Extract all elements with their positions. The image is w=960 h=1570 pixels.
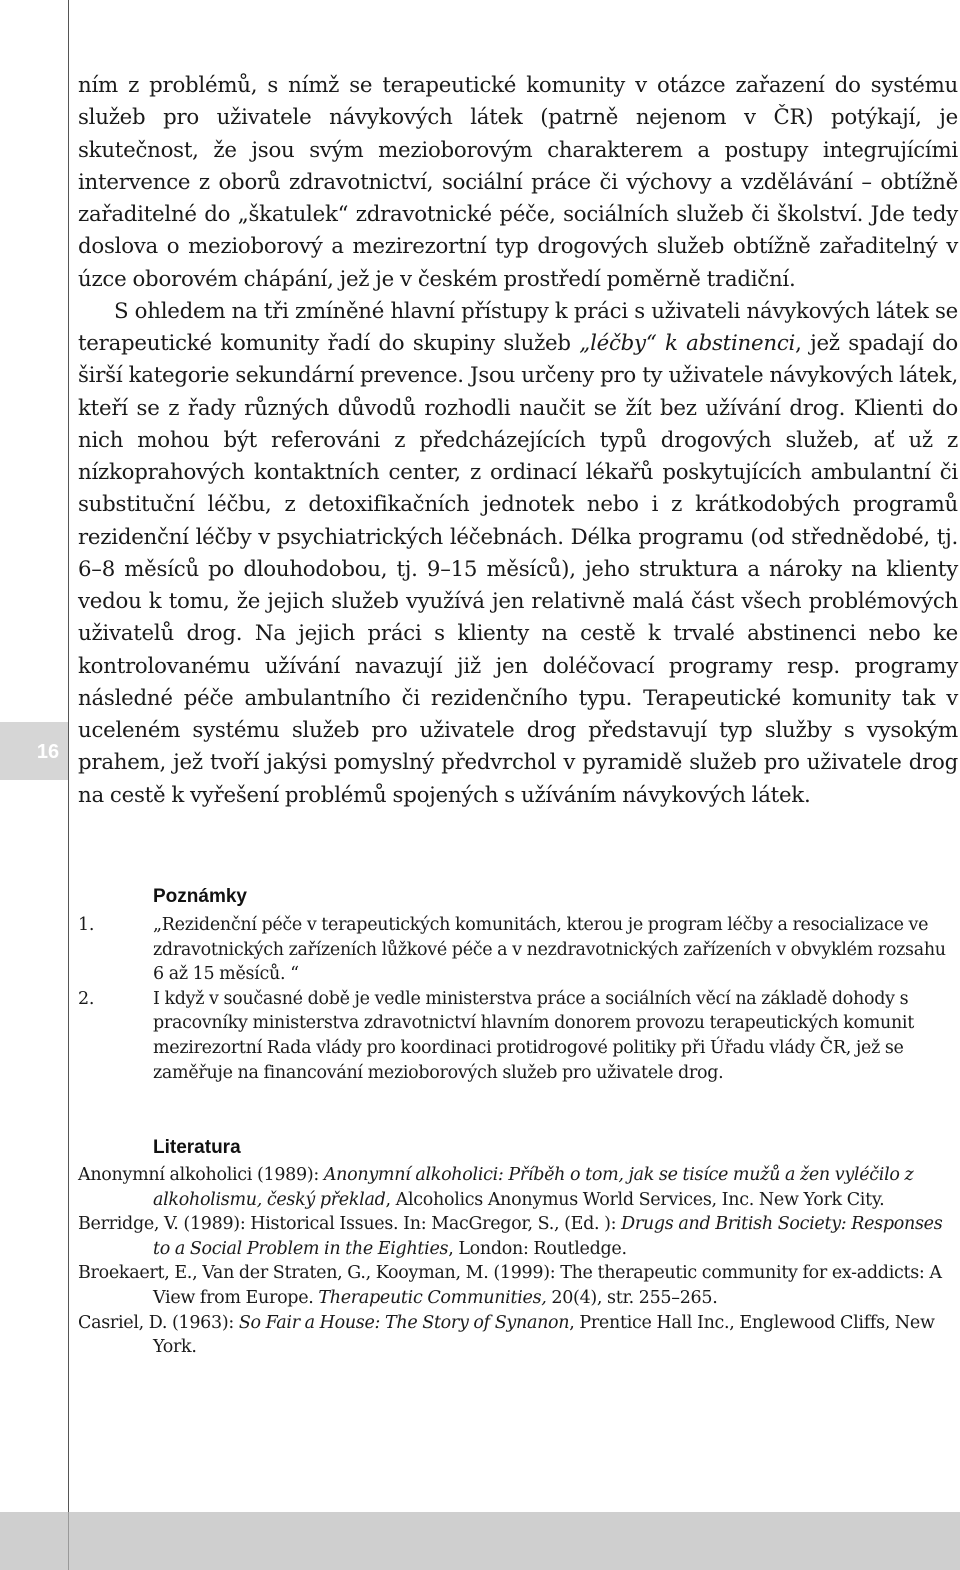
reference-publisher: , Alcoholics Anonymus World Services, Inc. New York City.	[385, 1189, 885, 1210]
note-number: 2.	[78, 988, 95, 1009]
reference-publisher: , London: Routledge.	[448, 1238, 627, 1259]
reference-publisher: 20(4), str. 255–265.	[546, 1287, 718, 1308]
reference	[78, 1261, 958, 1310]
reference-author: Broekaert, E., Van der Straten, G., Kooyman, M. (1999): The therapeutic community for ex-addicts: A View from Europe.	[78, 1263, 942, 1308]
paragraph-2	[78, 296, 958, 812]
reference	[78, 1163, 958, 1212]
body-text	[78, 70, 958, 812]
page-number: 16	[36, 741, 60, 763]
literature-heading: Literatura	[153, 1137, 241, 1158]
note-text: I když v současné době je vedle ministerstva práce a sociálních věcí na základě dohody s pracovníky ministerstva zdravotnictví hlavním donorem provozu terapeutických komunit mezirezortní Rada vlády pro koordinaci protidrogové politiky při Úřadu vlády ČR, jež se zaměřuje na financování mezioborových služeb pro uživatele drog.	[153, 988, 914, 1083]
note-item	[78, 987, 948, 1085]
reference-title: So Fair a House: The Story of Synanon	[238, 1312, 570, 1333]
literature-list	[78, 1163, 958, 1360]
reference-author: Casriel, D. (1963):	[78, 1312, 239, 1333]
note-number: 1.	[78, 915, 95, 935]
paragraph-2-end: , jež spadají do širší kategorie sekundární prevence. Jsou určeny pro ty uživatele návykových látek, kteří se z řady různých důvodů rozhodli naučit se žít bez užívání drog. Klienti do nich mohou být referováni z předcházejících typů drogových služeb, ať už z nízkoprahových kontaktních center, z ordinací lékařů poskytujících ambulantní či substituční léčbu, z detoxifikačních jednotek nebo i z krátkodobých programů rezidenční léčby v psychiatrických léčebnách. Délka programu (od střednědobé, tj. 6–8 měsíců po dlouhodobou, tj. 9–15 měsíců), jeho struktura a nároky na klienty vedou k tomu, že jejich služeb využívá jen relativně malá část všech problémových uživatelů drog. Na jejich práci s klienty na cestě k trvalé abstinenci nebo ke kontrolovanému užívání navazují již jen doléčovací programy resp. programy následné péče ambulantního či rezidenčního typu. Terapeutické komunity tak v uceleném systému služeb pro uživatele drog představují typ služby s vysokým prahem, jež tvoří jakýsi pomyslný předvrchol v pyramidě služeb pro uživatele drog na cestě k vyřešení problémů spojených s užíváním návykových látek.	[78, 331, 958, 808]
note-text: „Rezidenční péče v terapeutických komunitách, kterou je program léčby a resocializace ve zdravotnických zařízeních lůžkové péče a v nezdravotnických zařízeních v obvyklém rozsahu 6 až 15 měsíců. “	[153, 915, 946, 985]
reference-author: Berridge, V. (1989): Historical Issues. In: MacGregor, S., (Ed. ):	[78, 1214, 622, 1235]
reference	[78, 1212, 958, 1261]
paragraph-2-start: S ohledem na tři zmíněné hlavní přístupy k práci s uživateli návykových látek se terapeutické komunity řadí do skupiny služeb	[78, 298, 958, 356]
footer-rule	[68, 1512, 69, 1570]
reference-author: Anonymní alkoholici (1989):	[78, 1165, 324, 1185]
notes-heading: Poznámky	[153, 886, 247, 907]
paragraph-1: ním z problémů, s nímž se terapeutické komunity v otázce zařazení do systému služeb pro uživatele návykových látek (patrně nejenom v ČR) potýkají, je skutečnost, že jsou svým mezioborovým charakterem a postupy integrujícími intervence z oborů zdravotnictví, sociální práce či výchovy a vzdělávání – obtížně zařaditelné do „škatulek“ zdravotnické péče, sociálních služeb či školství. Jde tedy doslova o mezioborový a mezirezortní typ drogových služeb obtížně zařaditelný v úzce oborovém chápání, jež je v českém prostředí poměrně tradiční.	[78, 73, 958, 292]
reference-title: Drugs and British Society: Responses to a Social Problem in the Eighties	[153, 1214, 943, 1259]
reference-publisher: , Prentice Hall Inc., Englewood Cliffs, New York.	[153, 1312, 935, 1358]
notes-list	[78, 913, 948, 1085]
reference	[78, 1311, 958, 1360]
paragraph-2-italic: „léčby“ k abstinenci	[579, 331, 796, 356]
note-item	[78, 913, 948, 987]
margin-rule	[68, 0, 69, 1570]
footer-bar	[0, 1512, 960, 1570]
reference-title: Anonymní alkoholici: Příběh o tom, jak se tisíce mužů a žen vyléčilo z alkoholismu, český překlad	[153, 1165, 914, 1210]
reference-title: Therapeutic Communities,	[318, 1287, 547, 1308]
